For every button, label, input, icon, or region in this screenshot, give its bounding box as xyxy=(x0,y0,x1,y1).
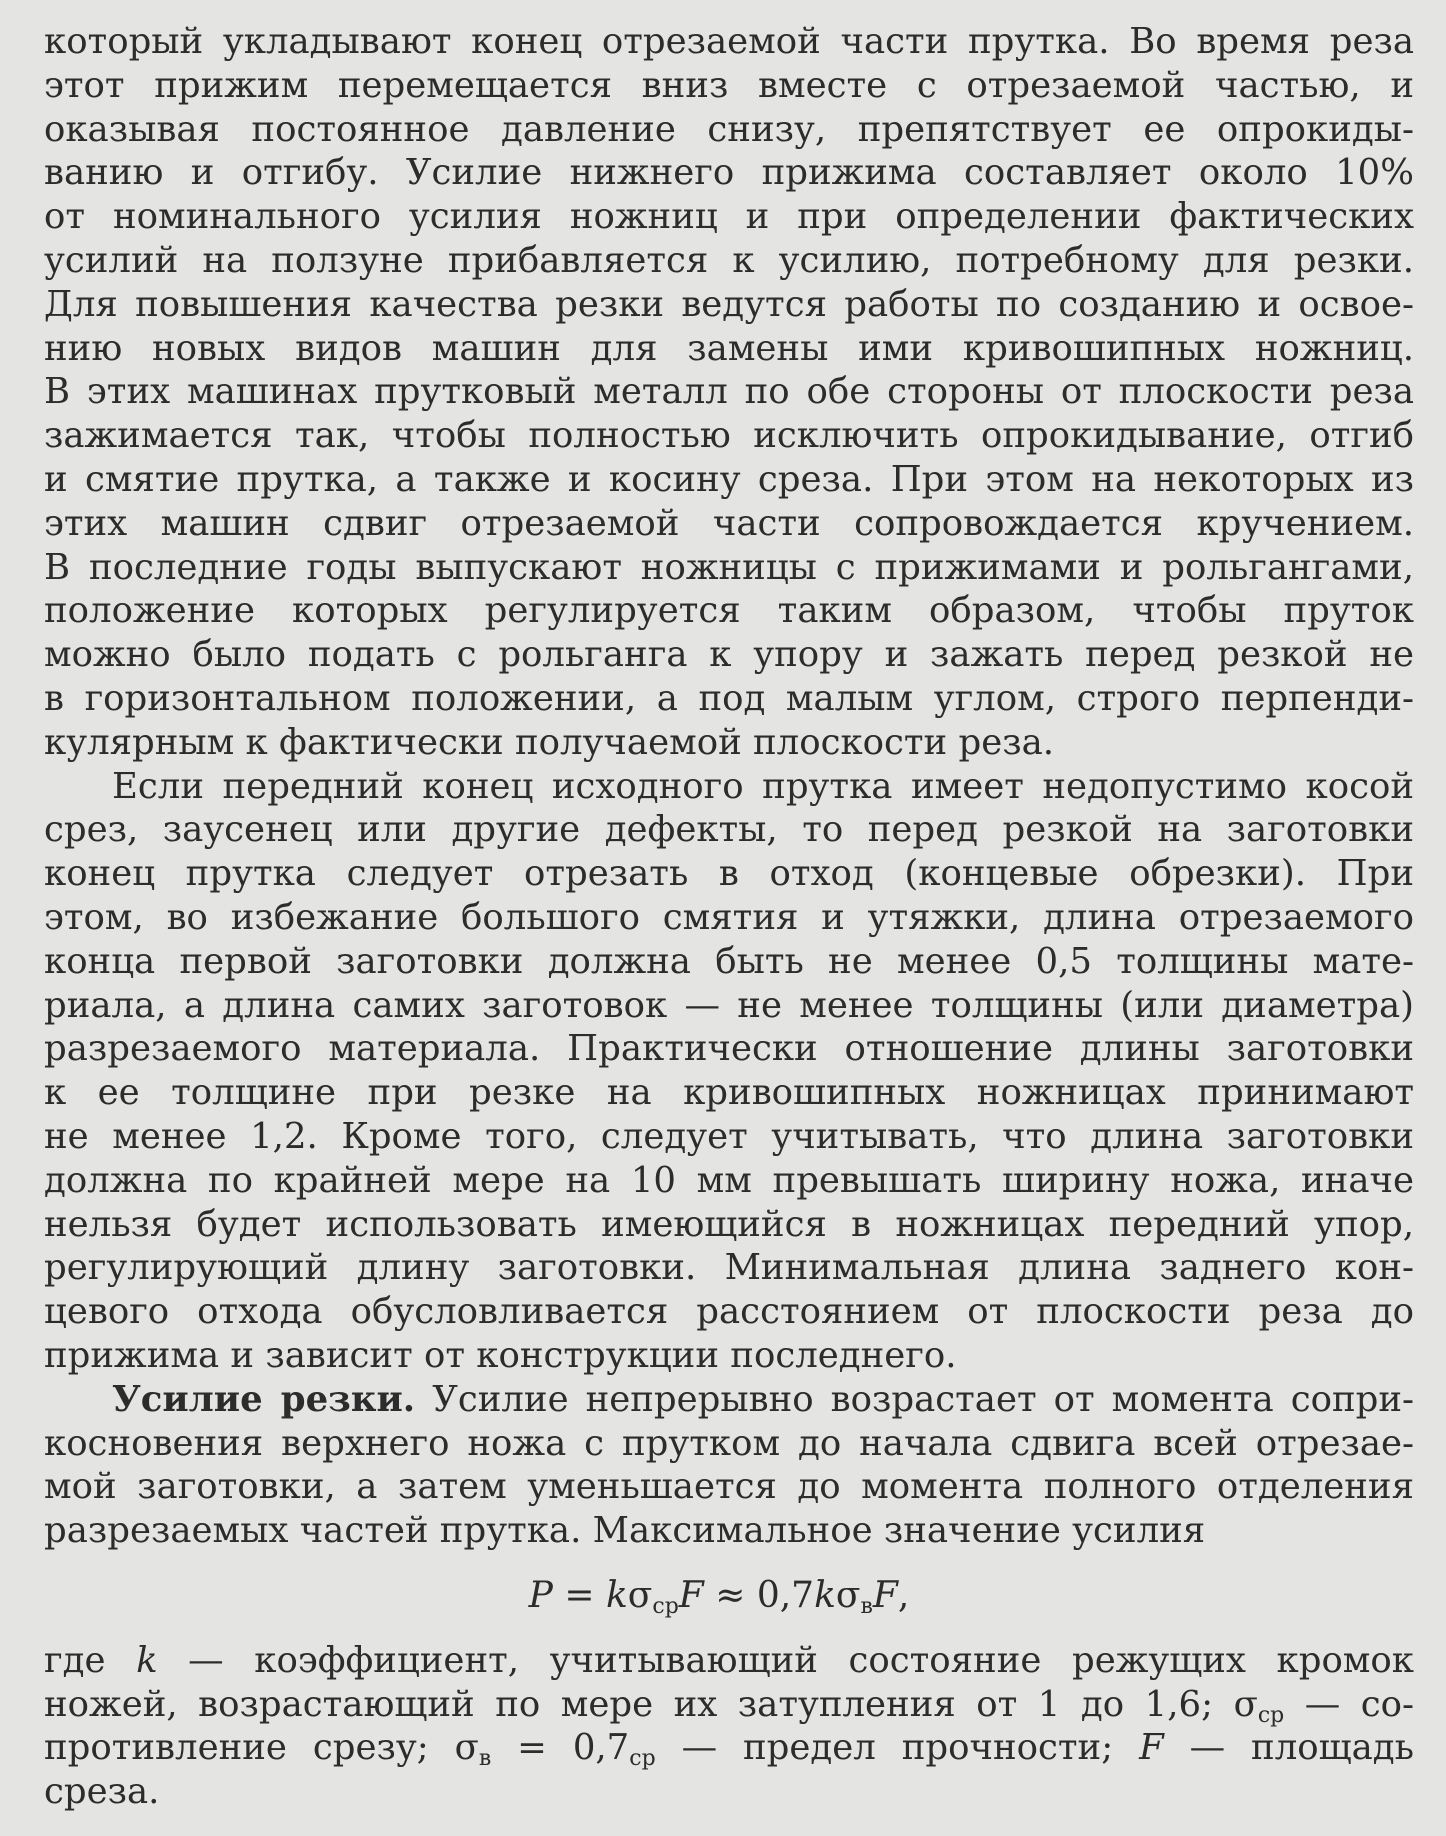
formula xyxy=(44,1553,1414,1639)
text-line: Для повышения качества резки ведутся работы по созданию и освое- xyxy=(44,283,1414,325)
section-heading: Усилие резки. xyxy=(112,1378,416,1420)
formula-subscript: ср xyxy=(652,1593,679,1619)
formula-subscript: в xyxy=(860,1593,873,1619)
text-line: конец прутка следует отрезать в отход (концевые обрезки). При xyxy=(44,853,1414,895)
text-line: разрезаемых частей прутка. Максимальное значение усилия xyxy=(44,1510,1206,1552)
formula-subscript: в xyxy=(478,1746,492,1772)
formula-symbol: F xyxy=(1139,1727,1164,1769)
formula-symbol: σ xyxy=(627,1574,653,1616)
text-line xyxy=(44,1683,1414,1727)
text-span: ножей, возрастающий по мере их затупления от 1 до 1,6; xyxy=(44,1683,1214,1725)
text-span: Усилие непрерывно возрастает от момента сопри- xyxy=(432,1378,1415,1420)
text-line: нию новых видов машин для замены ими кривошипных ножниц. xyxy=(44,327,1414,369)
text-line: ванию и отгибу. Усилие нижнего прижима составляет около 10% xyxy=(44,152,1414,194)
text-line: усилий на ползуне прибавляется к усилию, потребному для резки. xyxy=(44,239,1414,281)
text-line: цевого отхода обусловливается расстоянием от плоскости реза до xyxy=(44,1291,1414,1333)
formula-symbol: σ xyxy=(835,1574,861,1616)
formula-symbol: F xyxy=(678,1574,704,1616)
text-line: В последние годы выпускают ножницы с прижимами и рольгангами, xyxy=(44,546,1414,588)
text-line: зажимается так, чтобы полностью исключить опрокидывание, отгиб xyxy=(44,415,1414,457)
text-line: в горизонтальном положении, а под малым углом, строго перпенди- xyxy=(44,677,1414,719)
formula-symbol: σ xyxy=(454,1727,479,1769)
text-line: от номинального усилия ножниц и при определении фактических xyxy=(44,196,1414,238)
paragraph-3 xyxy=(44,1378,1414,1553)
text-line: мой заготовки, а затем уменьшается до момента полного отделения xyxy=(44,1466,1414,1508)
text-line: который укладывают конец отрезаемой части прутка. Во время реза xyxy=(44,21,1414,62)
text-span: противление срезу; xyxy=(44,1727,455,1769)
formula-symbol: P xyxy=(528,1574,553,1616)
text-span: — коэффициент, учитывающий состояние режущих кромок xyxy=(157,1639,1414,1681)
text-span: где xyxy=(44,1639,137,1681)
text-line: среза. xyxy=(44,1771,160,1813)
formula-symbol: σ xyxy=(1233,1683,1258,1725)
text-line: можно было подать с рольганга к упору и зажать перед резкой не xyxy=(44,634,1414,676)
text-line xyxy=(44,1639,1414,1683)
formula-symbol: k xyxy=(605,1574,628,1616)
text-line: не менее 1,2. Кроме того, следует учитывать, что длина заготовки xyxy=(44,1115,1414,1157)
formula-subscript: ср xyxy=(1257,1702,1285,1728)
formula-punct: , xyxy=(897,1574,910,1616)
text-span: = 0,7 xyxy=(491,1727,630,1769)
text-line: к ее толщине при резке на кривошипных ножницах принимают xyxy=(44,1072,1414,1114)
text-line: конца первой заготовки должна быть не менее 0,5 толщины мате- xyxy=(44,940,1414,982)
text-line: должна по крайней мере на 10 мм превышать ширину ножа, иначе xyxy=(44,1159,1414,1201)
paragraph-4 xyxy=(44,1639,1414,1814)
text-line: кулярным к фактически получаемой плоскости реза. xyxy=(44,721,1055,763)
formula-subscript: ср xyxy=(629,1746,656,1772)
formula-operator: = xyxy=(552,1574,606,1616)
page-text xyxy=(44,20,1414,1814)
text-span: — площадь xyxy=(1163,1727,1414,1769)
text-line: прижима и зависит от конструкции последнего. xyxy=(44,1334,957,1376)
paragraph-1 xyxy=(44,20,1414,765)
formula-operator: ≈ 0,7 xyxy=(703,1574,815,1616)
formula-symbol: k xyxy=(136,1639,158,1681)
formula-symbol: F xyxy=(872,1574,898,1616)
text-line xyxy=(44,1726,1414,1770)
text-line: риала, а длина самих заготовок — не менее толщины (или диаметра) xyxy=(44,984,1414,1026)
text-line: срез, заусенец или другие дефекты, то перед резкой на заготовки xyxy=(44,809,1414,851)
text-line: косновения верхнего ножа с прутком до начала сдвига всей отрезае- xyxy=(44,1422,1414,1464)
formula-symbol: k xyxy=(814,1574,836,1616)
text-line xyxy=(44,1378,1414,1422)
text-line: В этих машинах прутковый металл по обе стороны от плоскости реза xyxy=(44,371,1414,413)
paragraph-2 xyxy=(44,765,1414,1378)
text-line: регулирующий длину заготовки. Минимальная длина заднего кон- xyxy=(44,1247,1414,1289)
text-line: разрезаемого материала. Практически отношение длины заготовки xyxy=(44,1028,1414,1070)
text-line: этом, во избежание большого смятия и утяжки, длина отрезаемого xyxy=(44,896,1414,938)
text-line: положение которых регулируется таким образом, чтобы пруток xyxy=(44,590,1414,632)
text-line: оказывая постоянное давление снизу, препятствует ее опрокиды- xyxy=(44,108,1414,150)
text-line: нельзя будет использовать имеющийся в ножницах передний упор, xyxy=(44,1203,1414,1245)
text-span: — со- xyxy=(1284,1683,1414,1725)
text-line: Если передний конец исходного прутка имеет недопустимо косой xyxy=(112,765,1414,807)
text-line: этот прижим перемещается вниз вместе с отрезаемой частью, и xyxy=(44,64,1414,106)
text-span: — предел прочности; xyxy=(655,1727,1140,1769)
text-line: этих машин сдвиг отрезаемой части сопровождается кручением. xyxy=(44,502,1414,544)
text-line: и смятие прутка, а также и косину среза. При этом на некоторых из xyxy=(44,458,1414,500)
